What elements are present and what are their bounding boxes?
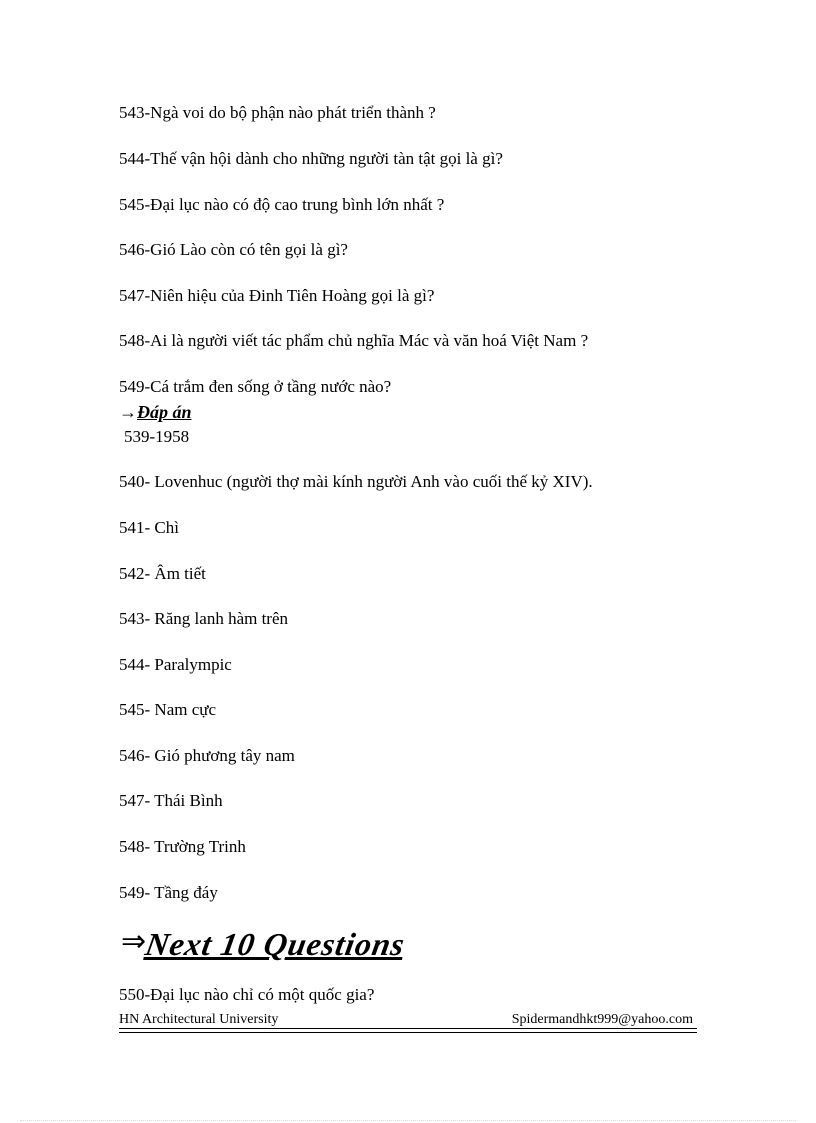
question-544: 544-Thế vận hội dành cho những người tàn tật gọi là gì? (119, 149, 503, 168)
footer-divider (119, 1028, 697, 1033)
next-section-heading (121, 922, 409, 966)
footer-university: HN Architectural University (119, 1012, 279, 1027)
answer-544: 544- Paralympic (119, 655, 232, 674)
answer-542: 542- Âm tiết (119, 564, 206, 583)
question-546: 546-Gió Lào còn có tên gọi là gì? (119, 240, 348, 259)
question-549: 549-Cá trắm đen sống ở tầng nước nào? (119, 377, 392, 396)
answer-549: 549- Tầng đáy (119, 883, 218, 902)
question-548: 548-Ai là người viết tác phẩm chủ nghĩa Mác và văn hoá Việt Nam ? (119, 331, 589, 350)
question-543: 543-Ngà voi do bộ phận nào phát triển thành ? (119, 103, 436, 122)
answer-543: 543- Răng lanh hàm trên (119, 609, 289, 628)
answer-546: 546- Gió phương tây nam (119, 746, 295, 765)
page-edge-divider (20, 1120, 796, 1121)
next-section-title: Next 10 Questions (142, 926, 409, 962)
answer-540: 540- Lovenhuc (người thợ mài kính người Anh vào cuối thế kỷ XIV). (119, 472, 593, 491)
question-547: 547-Niên hiệu của Đinh Tiên Hoàng gọi là gì? (119, 286, 435, 305)
footer-email: Spidermandhkt999@yahoo.com (511, 1012, 693, 1027)
right-arrow-icon: → (119, 402, 137, 422)
answer-545: 545- Nam cực (119, 700, 217, 719)
answer-541: 541- Chì (119, 518, 179, 537)
answer-heading (119, 401, 192, 423)
answer-heading-label: Đáp án (137, 402, 192, 422)
answer-548: 548- Trường Trinh (119, 837, 246, 856)
answer-539: 539-1958 (124, 427, 190, 446)
question-550: 550-Đại lục nào chỉ có một quốc gia? (119, 985, 375, 1004)
answer-547: 547- Thái Bình (119, 791, 223, 810)
double-arrow-icon: ⇒ (121, 924, 147, 959)
question-545: 545-Đại lục nào có độ cao trung bình lớn nhất ? (119, 195, 445, 214)
